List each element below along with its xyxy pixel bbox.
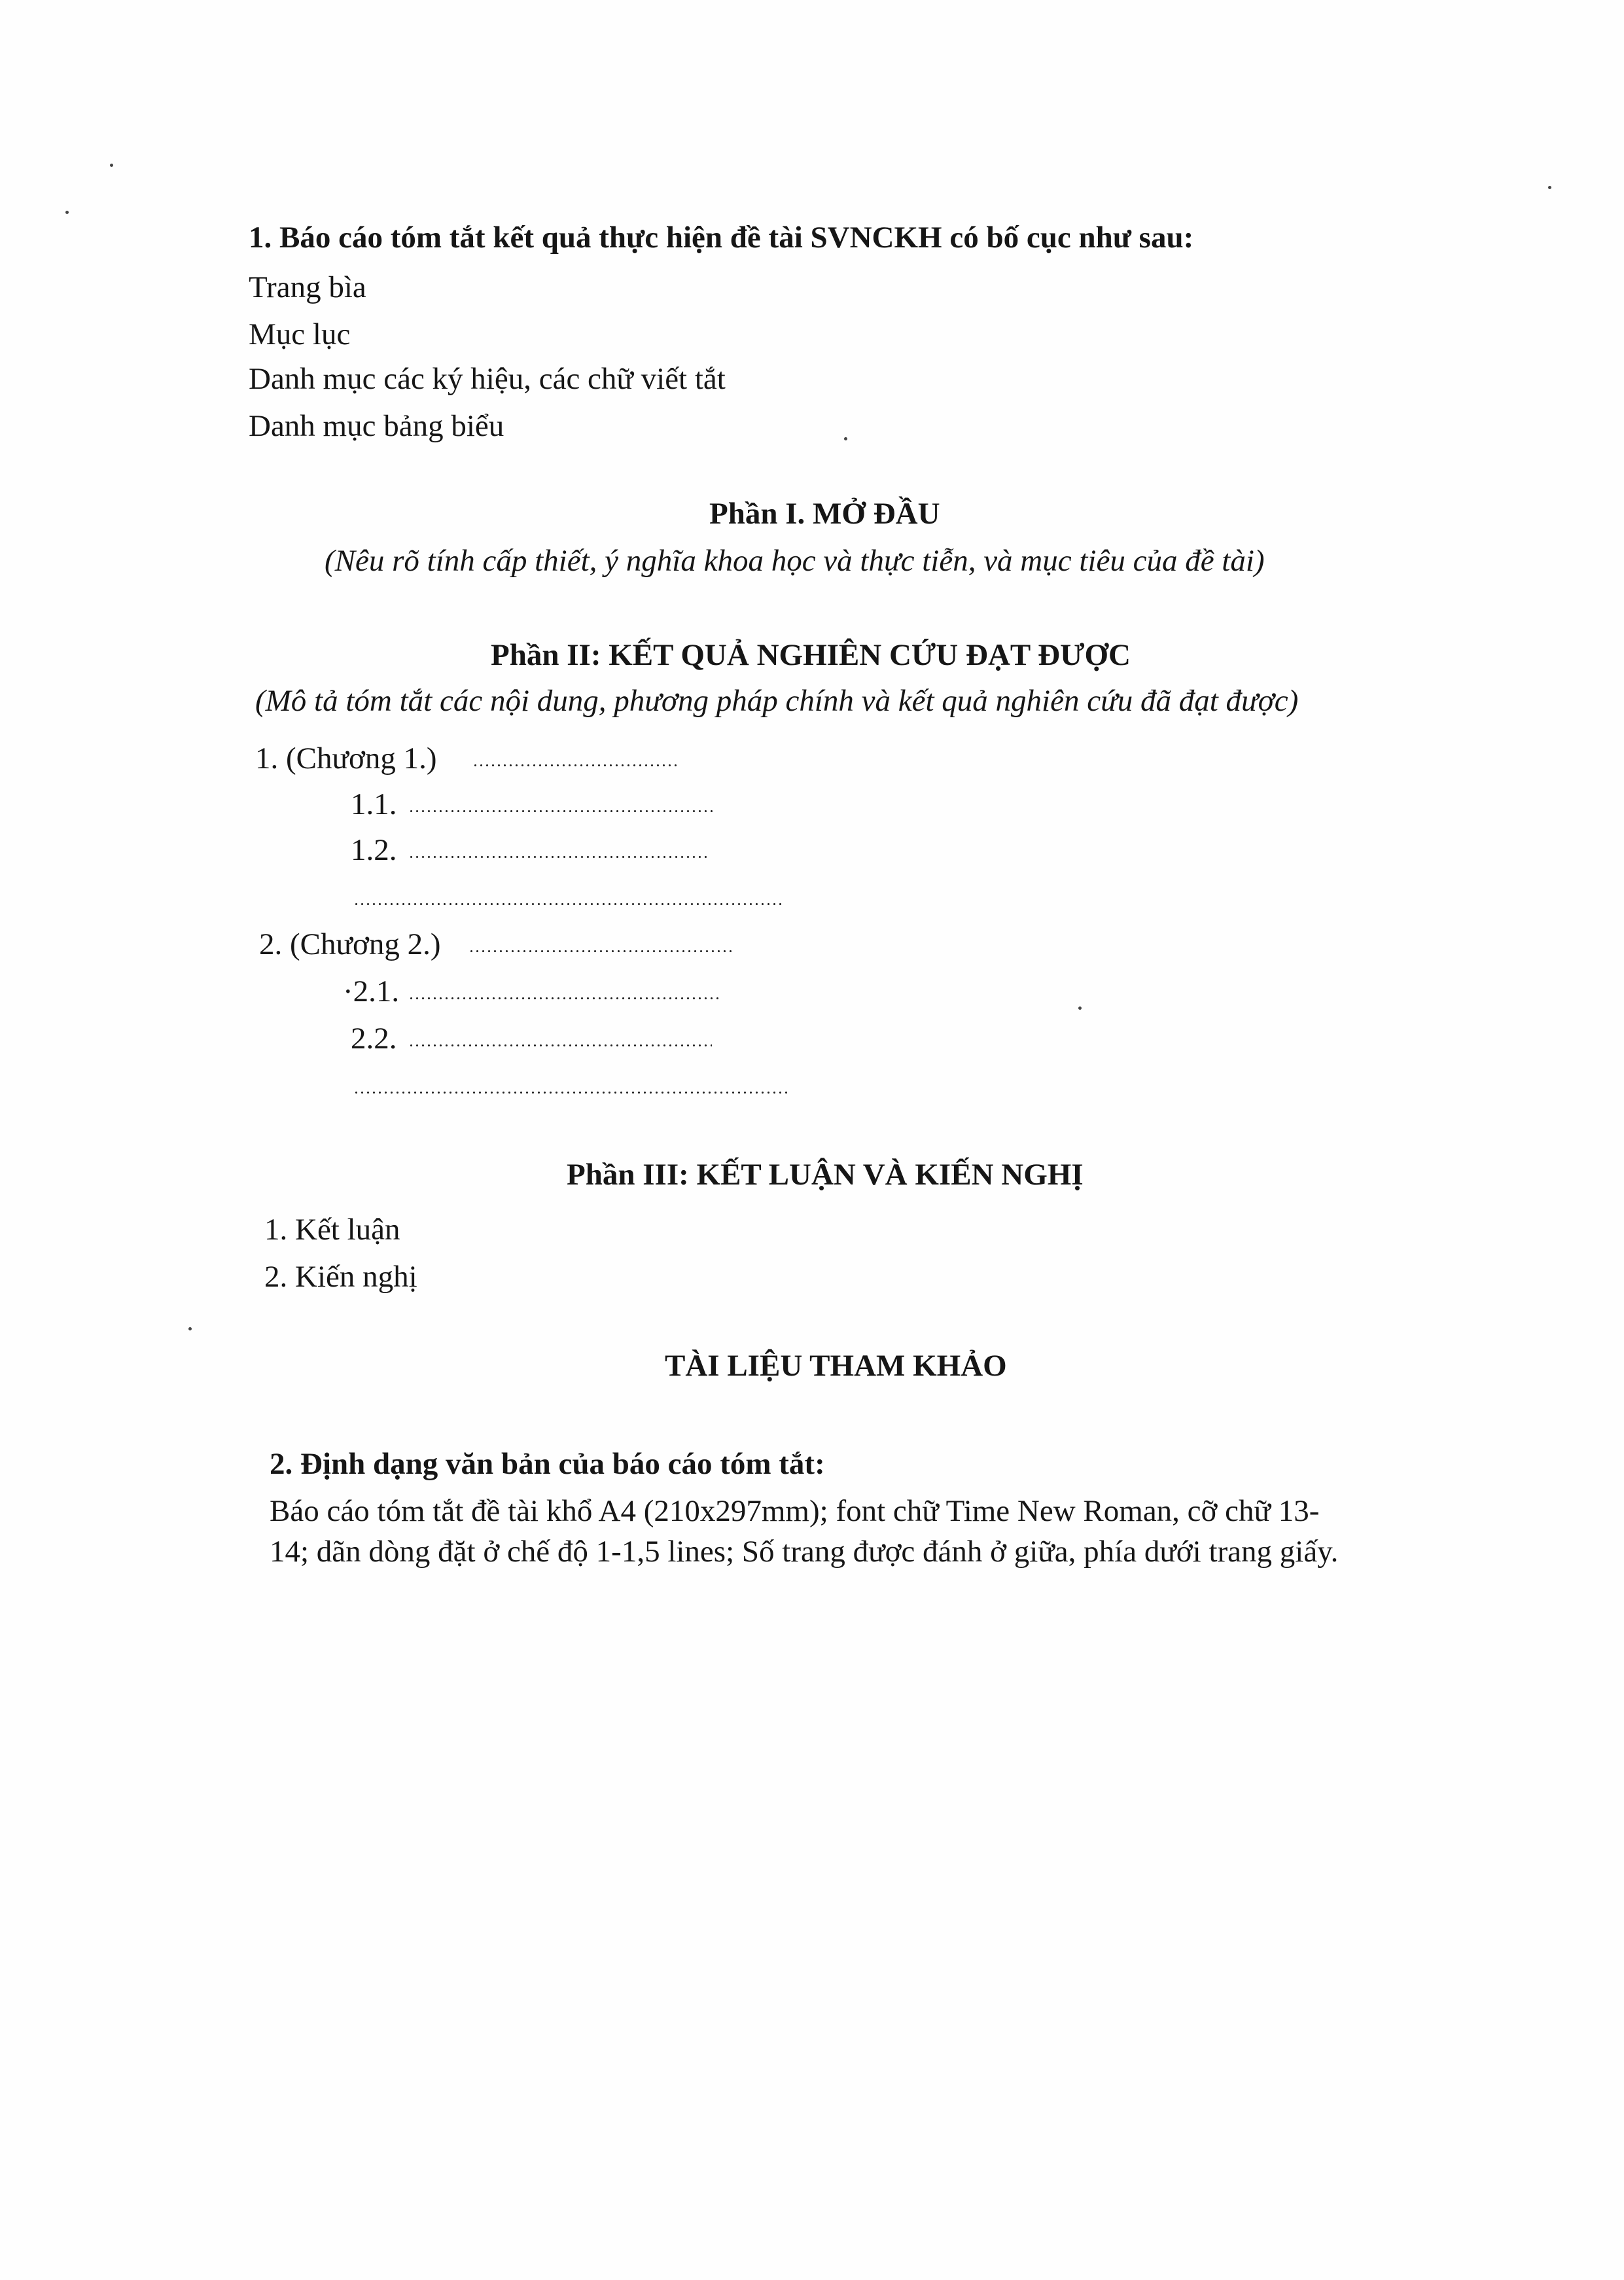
section2-heading: 2. Định dạng văn bản của báo cáo tóm tắt: (270, 1447, 825, 1481)
chapter2-sub1: ·2.1. (343, 974, 400, 1008)
toc-item-contents: Mục lục (249, 317, 351, 351)
chapter2-label: 2. (Chương 2.) (259, 927, 441, 961)
section2-line2: 14; dãn dòng đặt ở chế độ 1-1,5 lines; Số trang được đánh ở giữa, phía dưới trang giấy. (270, 1535, 1339, 1569)
chapter2-sub2: 2.2. (351, 1022, 397, 1056)
references-title: TÀI LIỆU THAM KHẢO (665, 1349, 1007, 1383)
part2-note: (Mô tả tóm tắt các nội dung, phương pháp chính và kết quả nghiên cứu đã đạt được) (255, 684, 1299, 718)
scan-speck (65, 211, 69, 214)
chapter1-sub1: 1.1. (351, 787, 397, 821)
section1-heading: 1. Báo cáo tóm tắt kết quả thực hiện đề tài SVNCKH có bố cục như sau: (249, 221, 1194, 255)
recommendation-item: 2. Kiến nghị (264, 1260, 417, 1294)
conclusion-item: 1. Kết luận (264, 1213, 400, 1247)
chapter1-label: 1. (Chương 1.) (255, 741, 437, 775)
scan-speck (188, 1327, 192, 1330)
chapter1-more-dots (353, 903, 785, 905)
part3-title: Phần III: KẾT LUẬN VÀ KIẾN NGHỊ (567, 1158, 1084, 1192)
chapter1-sub1-dots (408, 810, 715, 812)
chapter1-sub2-dots (408, 856, 711, 858)
scan-speck (1548, 186, 1551, 189)
chapter2-sub1-dots (408, 997, 718, 999)
scan-speck (110, 164, 113, 167)
part2-title: Phần II: KẾT QUẢ NGHIÊN CỨU ĐẠT ĐƯỢC (491, 638, 1131, 672)
part1-title: Phần I. MỞ ĐẦU (709, 497, 940, 531)
chapter2-dots (468, 950, 733, 952)
part1-note: (Nêu rõ tính cấp thiết, ý nghĩa khoa học và thực tiễn, và mục tiêu của đề tài) (325, 544, 1265, 578)
section2-line1: Báo cáo tóm tắt đề tài khổ A4 (210x297mm); font chữ Time New Roman, cỡ chữ 13- (270, 1494, 1320, 1528)
chapter2-sub2-dots (408, 1044, 712, 1046)
chapter1-sub2: 1.2. (351, 833, 397, 867)
scan-speck (844, 437, 847, 440)
toc-item-cover: Trang bìa (249, 270, 366, 304)
scan-speck (1078, 1006, 1082, 1010)
toc-item-abbreviations: Danh mục các ký hiệu, các chữ viết tắt (249, 362, 726, 396)
chapter2-more-dots (353, 1092, 789, 1094)
chapter1-dots (472, 764, 679, 766)
toc-item-tables: Danh mục bảng biểu (249, 409, 504, 443)
